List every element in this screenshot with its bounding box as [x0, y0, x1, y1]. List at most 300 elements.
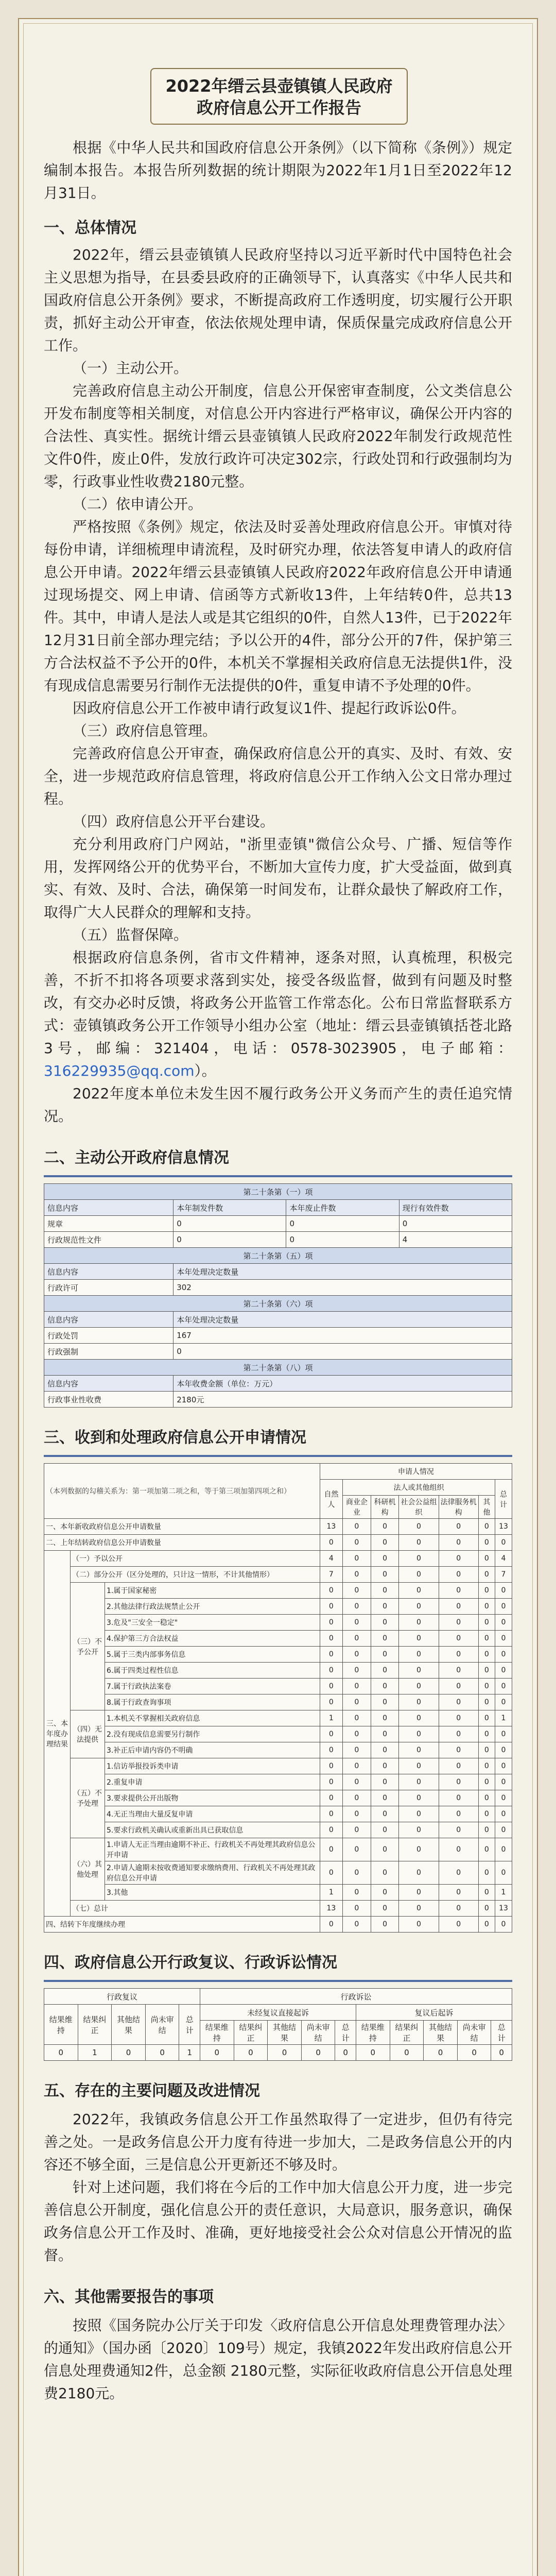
application-table-body	[44, 1519, 512, 1933]
col-legal: 法人或其他组织	[342, 1480, 495, 1496]
row-label: 3.危及"三安全一稳定"	[105, 1615, 320, 1631]
table-cell: 0	[439, 1822, 478, 1838]
table-cell: 0	[478, 1694, 495, 1710]
table-cell: 0	[371, 1742, 399, 1758]
section6-p1: 按照《国务院办公厅关于印发〈政府信息公开信息处理费管理办法〉的通知》（国办函〔2020〕109号）规定，我镇2022年发出政府信息公开信息处理费通知2件，总金额 2180元整，实际征收政府信息公开信息处理费2180元。	[44, 2317, 512, 2402]
table-cell: 1	[179, 2045, 200, 2061]
table-cell: 0	[495, 1599, 512, 1615]
table-row	[44, 1917, 512, 1933]
table-cell: 0	[371, 1615, 399, 1631]
table-cell: 0	[478, 1535, 495, 1551]
row-label: 四、结转下年度继续办理	[44, 1917, 320, 1933]
table-cell: 0	[399, 1663, 439, 1679]
table-cell: 13	[495, 1519, 512, 1535]
col-decision-count: 本年处理决定数量	[173, 1312, 512, 1328]
table-cell: 0	[342, 1599, 371, 1615]
section1-sub-c: （三）政府信息管理。	[73, 722, 217, 739]
table-cell: 0	[478, 1663, 495, 1679]
cell: 167	[173, 1328, 512, 1344]
table-cell: 0	[478, 1647, 495, 1663]
table-cell: 0	[439, 1710, 478, 1726]
col-review: 行政复议	[44, 1989, 200, 2005]
table-cell: 0	[439, 1790, 478, 1806]
table-cell: 0	[320, 1679, 342, 1694]
table-cell: 0	[478, 1917, 495, 1933]
cell: 0	[399, 1216, 512, 1232]
table-cell: 0	[399, 1519, 439, 1535]
table-cell: 0	[371, 1885, 399, 1901]
table-cell: 0	[320, 1599, 342, 1615]
section1-sub-d: （四）政府信息公开平台建设。	[73, 813, 275, 830]
row-label: 3.其他	[105, 1885, 320, 1901]
row-20-6: 第二十条第（六）项	[44, 1296, 512, 1312]
group-label: （三）不予公开	[71, 1583, 105, 1710]
corner-note: （本列数据的勾稽关系为：第一项加第二项之和，等于第三项加第四项之和）	[44, 1464, 320, 1519]
section5-p1: 2022年，我镇政务信息公开工作虽然取得了一定进步，但仍有待完善之处。一是政务信息公开力度有待进一步加大，二是政务信息公开的内容还不够全面，三是信息公开更新还不够及时。	[44, 2111, 512, 2173]
supervision-text: 根据政府信息条例，省市文件精神，逐条对照，认真梳理，积极完善，不折不扣将各项要求落到实处，接受各级监督，做到有问题及时整改，有交办必时反馈，将政务公开监管工作常态化。公布日常监督联系方式：壶镇镇政务公开工作领导小组办公室（地址：缙云县壶镇镇括苍北路3号，邮编：321404，电话：0578-3023905，电子邮箱：	[44, 949, 512, 1057]
section1-sub-a: （一）主动公开。	[73, 360, 188, 377]
table-cell: 0	[495, 1742, 512, 1758]
table-cell: 0	[320, 1838, 342, 1861]
col-business: 商业企业	[342, 1496, 371, 1519]
table-cell: 0	[342, 1790, 371, 1806]
table-row	[44, 1631, 512, 1647]
table-cell: 0	[342, 1679, 371, 1694]
row-label: 1.属于国家秘密	[105, 1583, 320, 1599]
section6-heading: 六、其他需要报告的事项	[44, 2288, 214, 2306]
table-cell: 0	[478, 1710, 495, 1726]
row-label: 4.无正当理由大量反复申请	[105, 1806, 320, 1822]
table-cell: 0	[390, 2045, 424, 2061]
row-label: 3.要求提供公开出版物	[105, 1790, 320, 1806]
cell: 0	[286, 1216, 399, 1232]
row-label: （七）总计	[71, 1901, 320, 1917]
col-valid-count: 现行有效件数	[399, 1200, 512, 1216]
supervision-text-end: ）。	[194, 1062, 216, 1079]
row-label: 4.保护第三方合法权益	[105, 1631, 320, 1647]
table-cell: 0	[478, 1615, 495, 1631]
row-label: 5.要求行政机关确认或重新出具已获取信息	[105, 1822, 320, 1838]
table-cell: 0	[495, 1822, 512, 1838]
h-total: 总计	[335, 2021, 356, 2045]
row-20-1: 第二十条第（一）项	[44, 1184, 512, 1200]
table-cell: 0	[342, 1551, 371, 1567]
row-20-8: 第二十条第（八）项	[44, 1360, 512, 1376]
row-label: 2.没有现成信息需要另行制作	[105, 1726, 320, 1742]
table-cell: 0	[399, 1710, 439, 1726]
section1-p-e2: 2022年度本单位未发生因不履行政务公开义务而产生的责任追究情况。	[44, 1085, 512, 1125]
col-public-welfare: 社会公益组织	[399, 1496, 439, 1519]
table-cell: 0	[371, 1838, 399, 1861]
report-content	[44, 137, 512, 2405]
table-cell: 0	[342, 1917, 371, 1933]
review-litigation-table	[44, 1988, 512, 2061]
h-keep: 结果维持	[356, 2021, 390, 2045]
col-new-count: 本年制发件数	[173, 1200, 286, 1216]
table-cell: 0	[439, 1663, 478, 1679]
table-cell: 1	[320, 1885, 342, 1901]
table-cell: 0	[320, 1774, 342, 1790]
table-cell: 0	[320, 1861, 342, 1885]
table-cell: 0	[320, 1790, 342, 1806]
table-cell: 0	[371, 1551, 399, 1567]
table-cell: 0	[495, 1583, 512, 1599]
table-cell: 0	[478, 1583, 495, 1599]
table-cell: 0	[371, 1599, 399, 1615]
table-cell: 0	[320, 1694, 342, 1710]
h-correct: 结果纠正	[234, 2021, 268, 2045]
table-cell: 0	[399, 1917, 439, 1933]
table-cell: 0	[439, 1551, 478, 1567]
table-row	[44, 1758, 512, 1774]
table-cell: 0	[371, 1535, 399, 1551]
table-cell: 0	[399, 1631, 439, 1647]
table-cell: 0	[495, 1631, 512, 1647]
table-cell: 0	[478, 1567, 495, 1583]
table-cell: 0	[371, 1710, 399, 1726]
table-cell: 0	[320, 1615, 342, 1631]
col-decision-count: 本年处理决定数量	[173, 1264, 512, 1280]
col-info-content: 信息内容	[44, 1376, 173, 1392]
table-cell: 0	[439, 1583, 478, 1599]
table-cell: 0	[399, 1535, 439, 1551]
table-cell: 0	[342, 1694, 371, 1710]
table-row	[44, 1567, 512, 1583]
table-cell: 0	[439, 1694, 478, 1710]
table-row	[44, 1615, 512, 1631]
section5-p2: 针对上述问题，我们将在今后的工作中加大信息公开力度，进一步完善信息公开制度，强化信息公开的责任意识，大局意识，服务意识，确保政务信息公开工作及时、准确，更好地接受社会公众对信息公开情况的监督。	[44, 2179, 512, 2264]
section1-sub-e: （五）监督保障。	[73, 926, 188, 943]
h-other: 其他结果	[424, 2021, 458, 2045]
table-cell: 7	[495, 1567, 512, 1583]
table-cell: 0	[342, 1710, 371, 1726]
table-cell: 0	[439, 1917, 478, 1933]
group-result: 三、本年度办理结果	[44, 1551, 71, 1917]
table-cell: 1	[495, 1885, 512, 1901]
table-cell: 0	[495, 1917, 512, 1933]
table-cell: 0	[478, 1726, 495, 1742]
table-row	[44, 1790, 512, 1806]
table-row	[44, 1679, 512, 1694]
table-row	[44, 1861, 512, 1885]
table-cell: 0	[495, 1679, 512, 1694]
table-cell: 0	[399, 1726, 439, 1742]
row-label: 2.重复申请	[105, 1774, 320, 1790]
row-20-5: 第二十条第（五）项	[44, 1248, 512, 1264]
section1-p1: 2022年，缙云县壶镇镇人民政府坚持以习近平新时代中国特色社会主义思想为指导，在县委县政府的正确领导下，认真落实《中华人民共和国政府信息公开条例》要求，不断提高政府工作透明度，切实履行公开职责，抓好主动公开审查，依法依规处理申请，保质保量完成政府信息公开工作。	[44, 246, 512, 354]
table-cell: 0	[399, 1901, 439, 1917]
group-label: （五）不予处理	[71, 1758, 105, 1838]
table-cell: 0	[371, 1861, 399, 1885]
table-cell: 0	[320, 1726, 342, 1742]
table-cell: 0	[478, 1599, 495, 1615]
row-label: 8.属于行政查询事项	[105, 1694, 320, 1710]
row-label: 1.本机关不掌握相关政府信息	[105, 1710, 320, 1726]
table-cell: 0	[478, 1758, 495, 1774]
table-cell: 0	[320, 1631, 342, 1647]
table-cell: 0	[342, 1726, 371, 1742]
table-cell: 0	[399, 1822, 439, 1838]
h-other: 其他结果	[112, 2005, 146, 2045]
table-cell: 0	[371, 1774, 399, 1790]
table-cell: 0	[439, 1726, 478, 1742]
table-cell: 0	[320, 1647, 342, 1663]
table-cell: 0	[399, 1615, 439, 1631]
cell: 302	[173, 1280, 512, 1296]
proactive-disclosure-table	[44, 1183, 512, 1408]
table-cell: 0	[478, 1901, 495, 1917]
h-pending: 尚未审结	[457, 2021, 491, 2045]
table-cell: 0	[399, 1758, 439, 1774]
table-cell: 0	[399, 1551, 439, 1567]
table-row	[44, 1806, 512, 1822]
table-cell: 0	[342, 1535, 371, 1551]
section1-p-c: 完善政府信息公开审查，确保政府信息公开的真实、及时、有效、安全，进一步规范政府信息管理，将政府信息公开工作纳入公文日常办理过程。	[44, 745, 512, 807]
section1-p-e1	[44, 946, 512, 1082]
table-cell: 0	[371, 1790, 399, 1806]
cell: 0	[173, 1344, 512, 1360]
table-cell: 0	[356, 2045, 390, 2061]
table-row	[44, 1519, 512, 1535]
table-cell: 0	[320, 1742, 342, 1758]
table-cell: 0	[145, 2045, 179, 2061]
col-info-content: 信息内容	[44, 1312, 173, 1328]
table-cell: 0	[399, 1583, 439, 1599]
col-info-content: 信息内容	[44, 1200, 173, 1216]
intro-paragraph: 根据《中华人民共和国政府信息公开条例》（以下简称《条例》）规定编制本报告。本报告所列数据的统计期限为2022年1月1日至2022年12月31日。	[44, 139, 512, 201]
table-row	[44, 1726, 512, 1742]
section1-p-b: 严格按照《条例》规定，依法及时妥善处理政府信息公开。审慎对待每份申请，详细梳理申请流程，及时研究办理，依法答复申请人的政府信息公开申请。2022年缙云县壶镇镇人民政府2022年政府信息公开申请通过现场提交、网上申请、信函等方式新收13件，上年结转0件，总共13件。其中，申请人是法人或是其它组织的0件，自然人13件，已于2022年12月31日前全部办理完结；予以公开的4件，部分公开的7件，保护第三方合法权益不予公开的0件，本机关不掌握相关政府信息无法提供1件，没有现成信息需要另行制作无法提供的0件，重复申请不予处理的0件。	[44, 518, 512, 694]
report-title-line2: 政府信息公开工作报告	[196, 98, 361, 117]
row-label: 7.属于行政执法案卷	[105, 1679, 320, 1694]
table-cell: 0	[399, 1861, 439, 1885]
section2-divider	[44, 1175, 512, 1177]
table-cell: 0	[342, 1631, 371, 1647]
application-table	[44, 1463, 512, 1933]
table-cell: 0	[439, 1861, 478, 1885]
table-cell: 0	[342, 1758, 371, 1774]
table-cell: 0	[342, 1822, 371, 1838]
table-cell: 0	[439, 1535, 478, 1551]
group-label: （四）无法提供	[71, 1710, 105, 1758]
table-cell: 0	[342, 1861, 371, 1885]
table-cell: 0	[371, 1822, 399, 1838]
table-cell: 0	[320, 1806, 342, 1822]
table-cell: 0	[342, 1774, 371, 1790]
table-cell: 0	[320, 1535, 342, 1551]
report-title-line1: 2022年缙云县壶镇镇人民政府	[165, 76, 393, 96]
table-row	[44, 1838, 512, 1861]
h-keep: 结果维持	[44, 2005, 78, 2045]
table-cell: 0	[439, 1838, 478, 1861]
section4-heading: 四、政府信息公开行政复议、行政诉讼情况	[44, 1954, 337, 1972]
table-cell: 0	[399, 1679, 439, 1694]
cell: 4	[399, 1232, 512, 1248]
section1-p-b2: 因政府信息公开工作被申请行政复议1件、提起行政诉讼0件。	[73, 700, 466, 717]
h-keep: 结果维持	[200, 2021, 234, 2045]
row-force: 行政强制	[44, 1344, 173, 1360]
table-cell: 0	[478, 1790, 495, 1806]
table-cell: 0	[439, 1885, 478, 1901]
col-natural: 自然人	[320, 1480, 342, 1519]
table-cell: 0	[342, 1519, 371, 1535]
row-label: （一）予以公开	[71, 1551, 320, 1567]
table-cell: 0	[342, 1806, 371, 1822]
table-cell: 0	[495, 1790, 512, 1806]
table-cell: 0	[495, 1774, 512, 1790]
table-cell: 0	[342, 1663, 371, 1679]
table-cell: 0	[371, 1694, 399, 1710]
table-cell: 0	[342, 1647, 371, 1663]
table-row	[44, 1535, 512, 1551]
table-cell: 0	[342, 1742, 371, 1758]
table-cell: 0	[495, 1861, 512, 1885]
table-cell: 0	[320, 1822, 342, 1838]
col-research: 科研机构	[371, 1496, 399, 1519]
table-cell: 0	[478, 1861, 495, 1885]
table-cell: 0	[439, 1567, 478, 1583]
table-cell: 0	[320, 1917, 342, 1933]
row-rules: 规章	[44, 1216, 173, 1232]
table-cell: 1	[320, 1710, 342, 1726]
col-direct-suit: 未经复议直接起诉	[200, 2005, 356, 2021]
section3-divider	[44, 1455, 512, 1457]
table-cell: 1	[78, 2045, 112, 2061]
section3-heading: 三、收到和处理政府信息公开申请情况	[44, 1429, 306, 1447]
table-cell: 0	[342, 1901, 371, 1917]
table-cell: 0	[301, 2045, 335, 2061]
table-cell: 0	[399, 1694, 439, 1710]
table-cell: 0	[234, 2045, 268, 2061]
cell: 0	[173, 1232, 286, 1248]
section2-heading: 二、主动公开政府信息情况	[44, 1149, 229, 1167]
table-cell: 0	[112, 2045, 146, 2061]
table-cell: 0	[495, 1663, 512, 1679]
table-row	[44, 1663, 512, 1679]
table-cell: 0	[342, 1567, 371, 1583]
row-label: 1.信访举报投诉类申请	[105, 1758, 320, 1774]
table-cell: 4	[320, 1551, 342, 1567]
table-cell: 0	[478, 1822, 495, 1838]
table-cell: 0	[439, 1806, 478, 1822]
table-cell: 0	[491, 2045, 512, 2061]
table-cell: 0	[439, 1679, 478, 1694]
row-label: 二、上年结转政府信息公开申请数量	[44, 1535, 320, 1551]
h-pending: 尚未审结	[301, 2021, 335, 2045]
col-after-review: 复议后起诉	[356, 2005, 512, 2021]
col-info-content: 信息内容	[44, 1264, 173, 1280]
table-cell: 0	[495, 1726, 512, 1742]
table-cell: 0	[320, 1758, 342, 1774]
table-cell: 0	[478, 1885, 495, 1901]
section1-heading: 一、总体情况	[44, 219, 136, 237]
table-cell: 0	[399, 1806, 439, 1822]
table-row	[44, 1583, 512, 1599]
table-cell: 0	[439, 1742, 478, 1758]
table-row	[44, 1647, 512, 1663]
email-link[interactable]: 316229935@qq.com	[44, 1062, 195, 1079]
table-cell: 0	[371, 1758, 399, 1774]
table-cell: 0	[439, 1599, 478, 1615]
table-cell: 0	[371, 1726, 399, 1742]
table-cell: 13	[495, 1901, 512, 1917]
table-cell: 0	[342, 1583, 371, 1599]
table-cell: 0	[371, 1917, 399, 1933]
table-row	[44, 1551, 512, 1567]
table-cell: 0	[200, 2045, 234, 2061]
col-legal-service: 法律服务机构	[439, 1496, 478, 1519]
row-penalty: 行政处罚	[44, 1328, 173, 1344]
section5-heading: 五、存在的主要问题及改进情况	[44, 2082, 260, 2100]
table-cell: 0	[399, 1742, 439, 1758]
table-cell: 0	[495, 1615, 512, 1631]
table-cell: 0	[44, 2045, 78, 2061]
cell: 0	[173, 1216, 286, 1232]
h-total: 总计	[179, 2005, 200, 2045]
table-row	[44, 1901, 512, 1917]
row-label: 2.其他法律行政法规禁止公开	[105, 1599, 320, 1615]
table-cell: 0	[371, 1647, 399, 1663]
table-cell: 0	[371, 1663, 399, 1679]
table-row	[44, 1599, 512, 1615]
table-cell: 0	[495, 1838, 512, 1861]
h-pending: 尚未审结	[145, 2005, 179, 2045]
group-label: （六）其他处理	[71, 1838, 105, 1901]
table-cell: 0	[399, 1885, 439, 1901]
table-cell: 0	[371, 1567, 399, 1583]
table-cell: 0	[371, 1679, 399, 1694]
section1-p-d: 充分利用政府门户网站，"浙里壶镇"微信公众号、广播、短信等作用，发挥网络公开的优势平台，不断加大宣传力度，扩大受益面，做到真实、有效、及时、合法，确保第一时间发布，让群众最快了解政府工作，取得广大人民群众的理解和支持。	[44, 836, 512, 921]
col-abolish-count: 本年废止件数	[286, 1200, 399, 1216]
table-cell: 0	[439, 1901, 478, 1917]
section4-divider	[44, 1980, 512, 1982]
table-cell: 13	[320, 1519, 342, 1535]
applicant-header: 申请人情况	[320, 1464, 512, 1480]
section1-sub-b: （二）依申请公开。	[73, 496, 203, 513]
table-cell: 13	[320, 1901, 342, 1917]
table-cell: 7	[320, 1567, 342, 1583]
table-cell: 1	[495, 1710, 512, 1726]
col-other: 其他	[478, 1496, 495, 1519]
table-cell: 0	[342, 1885, 371, 1901]
table-cell: 0	[495, 1694, 512, 1710]
table-cell: 0	[495, 1535, 512, 1551]
table-cell: 0	[342, 1615, 371, 1631]
table-cell: 0	[335, 2045, 356, 2061]
row-license: 行政许可	[44, 1280, 173, 1296]
table-cell: 0	[439, 1631, 478, 1647]
table-cell: 0	[495, 1758, 512, 1774]
row-fee: 行政事业性收费	[44, 1392, 173, 1408]
table-row	[44, 1774, 512, 1790]
table-row	[44, 1822, 512, 1838]
table-cell: 0	[478, 1551, 495, 1567]
table-row	[44, 1885, 512, 1901]
review-values-row	[44, 2045, 512, 2061]
table-cell: 0	[457, 2045, 491, 2061]
table-cell: 0	[371, 1631, 399, 1647]
table-cell: 0	[478, 1679, 495, 1694]
row-norm-docs: 行政规范性文件	[44, 1232, 173, 1248]
table-cell: 0	[399, 1567, 439, 1583]
table-cell: 0	[439, 1774, 478, 1790]
row-label: 1.申请人无正当理由逾期不补正、行政机关不再处理其政府信息公开申请	[105, 1838, 320, 1861]
table-cell: 0	[371, 1583, 399, 1599]
table-cell: 0	[478, 1742, 495, 1758]
table-cell: 0	[399, 1838, 439, 1861]
table-cell: 0	[399, 1774, 439, 1790]
col-fee: 本年收费金额（单位：万元）	[173, 1376, 512, 1392]
